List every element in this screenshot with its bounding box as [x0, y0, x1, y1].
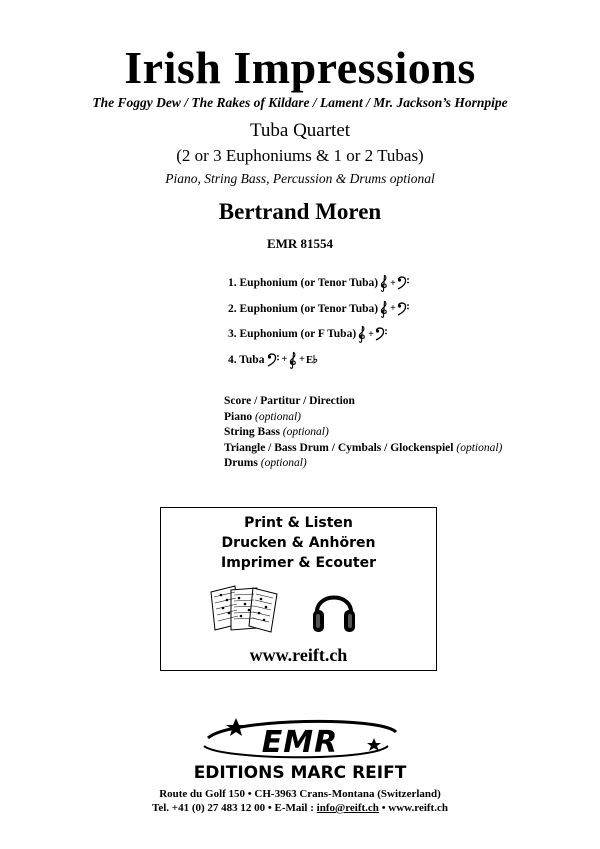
email-link[interactable]: info@reift.ch [316, 802, 379, 814]
part-label: 3. Euphonium (or F Tuba) [228, 328, 357, 340]
parts-list [228, 275, 410, 377]
headphones-icon [311, 582, 357, 638]
optional-note: (optional) [255, 410, 301, 423]
list-item [224, 410, 502, 426]
publisher-name: EDITIONS MARC REIFT [193, 763, 407, 782]
treble-clef-icon [379, 274, 389, 292]
extra-label: Piano [224, 410, 253, 423]
bass-clef-icon [267, 353, 280, 367]
print-listen-box [160, 507, 437, 671]
list-item [224, 425, 502, 441]
emr-logo [160, 712, 450, 782]
list-item [224, 394, 502, 410]
list-item [224, 441, 502, 457]
ensemble-label: Tuba Quartet [249, 120, 351, 141]
treble-clef-icon [288, 351, 298, 369]
part-label: 4. Tuba [228, 353, 265, 366]
bass-clef-icon [397, 302, 410, 316]
extra-label: Triangle / Bass Drum / Cymbals / Glockenspiel [224, 441, 454, 454]
clef-group [357, 325, 388, 343]
extra-label: String Bass [224, 426, 280, 438]
part-item [228, 275, 410, 291]
clef-group [267, 351, 318, 369]
plus-sign: + [299, 354, 305, 365]
composer-name: Bertrand Moren [218, 199, 382, 224]
treble-clef-icon [379, 300, 389, 318]
catalog-number: EMR 81554 [266, 236, 334, 251]
movement-titles: The Foggy Dew / The Rakes of Kildare / Lament / Mr. Jackson’s Hornpipe [92, 95, 508, 110]
list-item [224, 456, 502, 472]
extras-list [224, 394, 502, 472]
plus-sign: + [390, 303, 396, 314]
extra-label: Score / Partitur / Direction [224, 395, 355, 407]
promo-line-en: Print & Listen [244, 515, 353, 531]
plus-sign: + [281, 354, 288, 365]
optional-note: (optional) [260, 457, 307, 469]
eflat-label: E [305, 353, 314, 366]
part-item [228, 326, 410, 342]
plus-sign: + [368, 328, 374, 340]
bass-clef-icon [397, 276, 410, 290]
part-item [228, 301, 410, 317]
promo-line-de: Drucken & Anhören [221, 535, 376, 551]
clef-group [379, 300, 410, 318]
extra-label: Drums [224, 457, 258, 469]
publisher-address: Route du Golf 150 • CH-3963 Crans-Montana (Switzerland) [159, 788, 441, 800]
publisher-contact [0, 801, 600, 815]
part-label: 1. Euphonium (or Tenor Tuba) [228, 277, 379, 289]
optional-instruments: Piano, String Bass, Percussion & Drums optional [165, 171, 435, 186]
treble-clef-icon [357, 325, 367, 343]
optional-note: (optional) [282, 426, 329, 438]
part-label: 2. Euphonium (or Tenor Tuba) [228, 302, 379, 315]
optional-note: (optional) [456, 441, 503, 454]
bass-clef-icon [375, 327, 388, 341]
page-title: Irish Impressions [124, 42, 476, 93]
part-item [228, 352, 410, 368]
contact-prefix: Tel. +41 (0) 27 483 12 00 • E-Mail : [152, 802, 317, 814]
sheet-music-icon [209, 582, 281, 634]
plus-sign: + [390, 277, 396, 289]
contact-suffix: • www.reift.ch [378, 802, 448, 814]
website-url[interactable]: www.reift.ch [249, 645, 348, 665]
promo-line-fr: Imprimer & Ecouter [220, 555, 376, 571]
clef-group [379, 274, 410, 292]
logo-mark: EMR [261, 725, 339, 760]
instrumentation-label: (2 or 3 Euphoniums & 1 or 2 Tubas) [176, 146, 424, 165]
flat-sign-icon [313, 355, 318, 364]
